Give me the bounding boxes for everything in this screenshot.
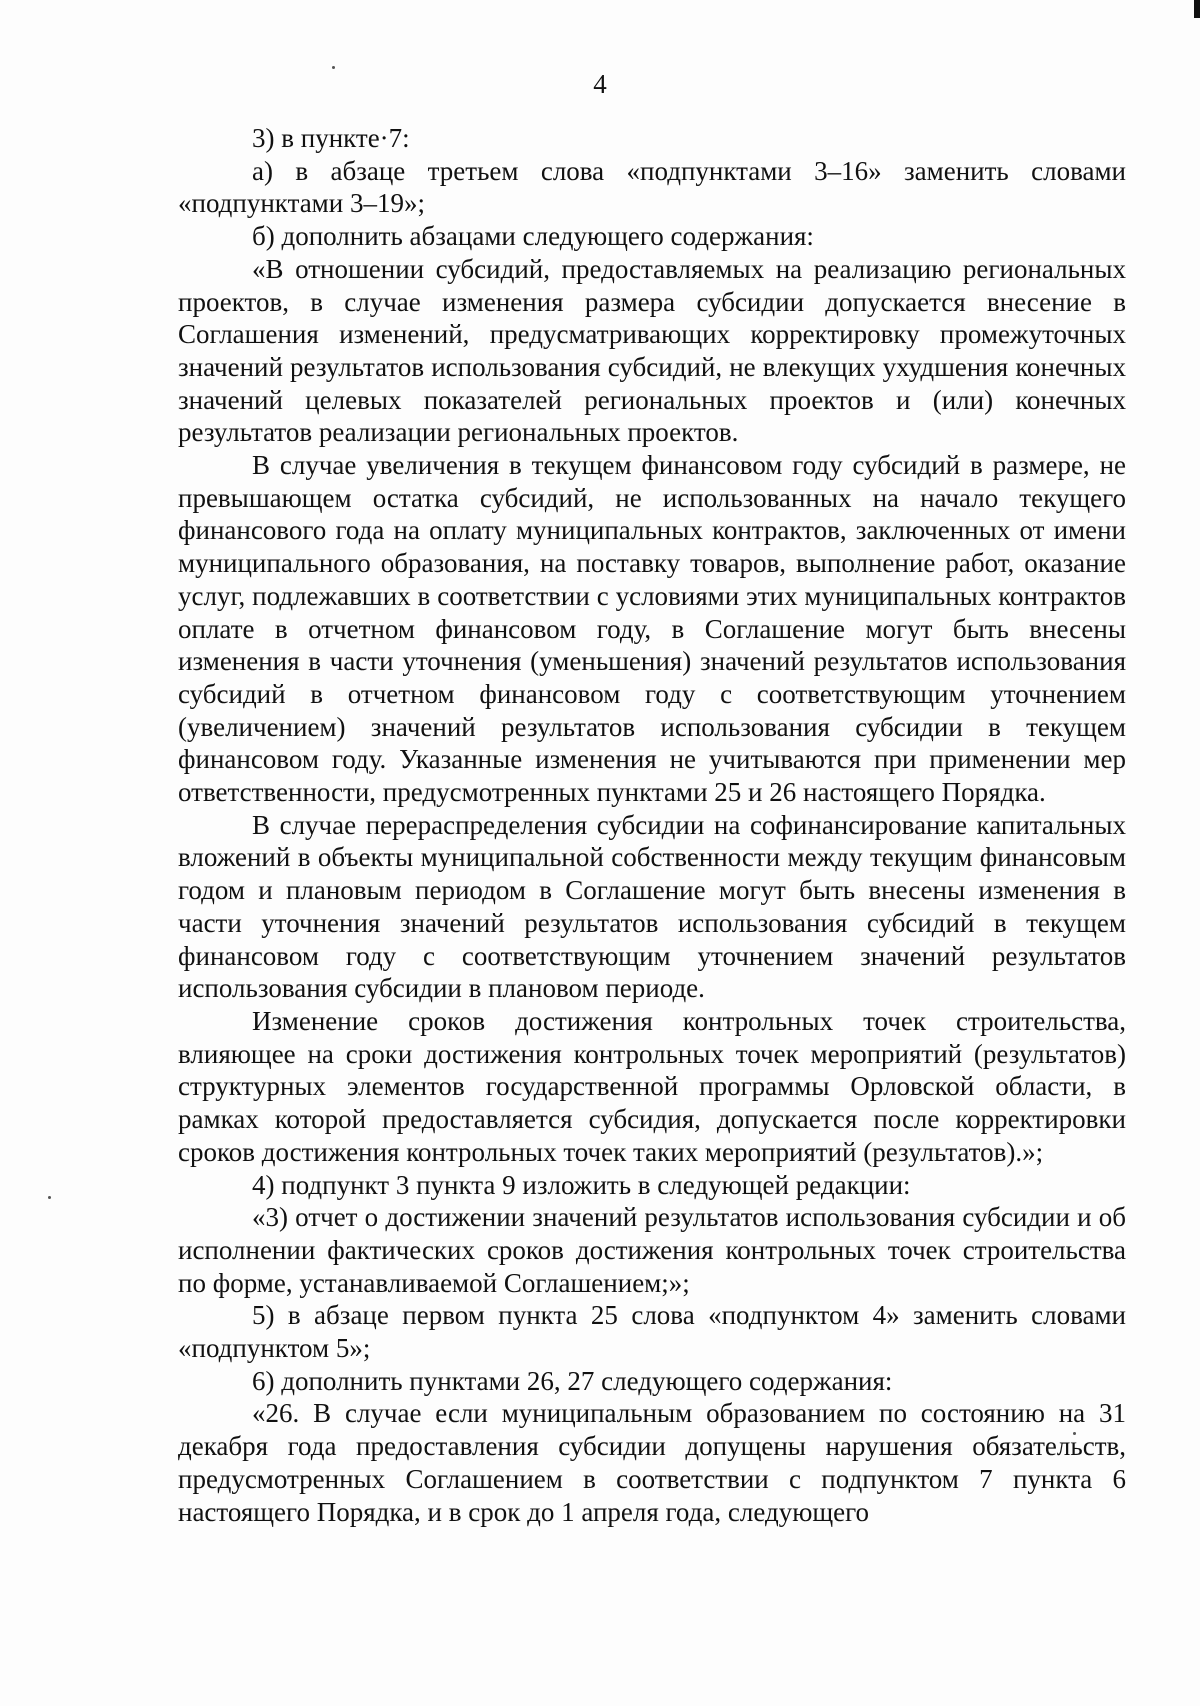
paragraph-deadline-change: Изменение сроков достижения контрольных точек строительства, влияющее на сроки достижения контрольных точек мероприятий (результатов) структурных элементов государственной программы Орловской области, в рамках которой предоставляется субсидия, допускается после корректировки сроков достижения контрольных точек таких мероприятий (результатов).»; bbox=[178, 1005, 1126, 1167]
paragraph-report: «3) отчет о достижении значений результатов использования субсидии и об исполнении фактических сроков достижения контрольных точек строительства по форме, устанавливаемой Соглашением;»; bbox=[178, 1202, 1126, 1298]
scan-speck bbox=[48, 1196, 51, 1199]
paragraph-subitem-a: а) в абзаце третьем слова «подпунктами 3–16» заменить словами «подпунктами 3–19»; bbox=[178, 155, 1126, 219]
paragraph-redistribution: В случае перераспределения субсидии на софинансирование капитальных вложений в объекты муниципальной собственности между текущим финансовым годом и плановым периодом в Соглашение могут быть внесены изменения в части уточнения значений результатов использования субсидий в текущем финансовом году с соответствующим уточнением значений результатов использования субсидии в плановом периоде. bbox=[178, 809, 1126, 1004]
paragraph-point-26: «26. В случае если муниципальным образованием по состоянию на 31 декабря года предоставления субсидии допущены нарушения обязательств, предусмотренных Соглашением в соответствии с подпунктом 7 пункта 6 настоящего Порядка, и в срок до 1 апреля года, следующего bbox=[178, 1398, 1126, 1527]
paragraph-item-5: 5) в абзаце первом пункта 25 слова «подпунктом 4» заменить словами «подпунктом 5»; bbox=[178, 1300, 1126, 1364]
paragraph-regional-projects: «В отношении субсидий, предоставляемых на реализацию региональных проектов, в случае изменения размера субсидии допускается внесение в Соглашения изменений, предусматривающих корректировку промежуточных значений результатов использования субсидий, не влекущих ухудшения конечных значений целевых показателей региональных проектов и (или) конечных результатов реализации региональных проектов. bbox=[178, 253, 1126, 448]
page-number: 4 bbox=[593, 69, 607, 99]
scan-edge-mark bbox=[1194, 0, 1200, 18]
paragraph-item-6: 6) дополнить пунктами 26, 27 следующего содержания: bbox=[252, 1365, 893, 1396]
document-body bbox=[178, 122, 1126, 1528]
paragraph-subsidy-increase: В случае увеличения в текущем финансовом году субсидий в размере, не превышающем остатка субсидий, не использованных на начало текущего финансового года на оплату муниципальных контрактов, заключенных от имени муниципального образования, на поставку товаров, выполнение работ, оказание услуг, подлежавших в соответствии с условиями этих муниципальных контрактов оплате в отчетном финансовом году, в Соглашение могут быть внесены изменения в части уточнения (уменьшения) значений результатов использования субсидий в отчетном финансовом году с соответствующим уточнением (увеличением) значений результатов использования субсидии в текущем финансовом году. Указанные изменения не учитываются при применении мер ответственности, предусмотренных пунктами 25 и 26 настоящего Порядка. bbox=[178, 450, 1126, 808]
paragraph-item-4: 4) подпункт 3 пункта 9 изложить в следующей редакции: bbox=[252, 1169, 911, 1200]
paragraph-item-3: 3) в пункте·7: bbox=[252, 123, 410, 153]
paragraph-subitem-b: б) дополнить абзацами следующего содержания: bbox=[252, 221, 814, 252]
